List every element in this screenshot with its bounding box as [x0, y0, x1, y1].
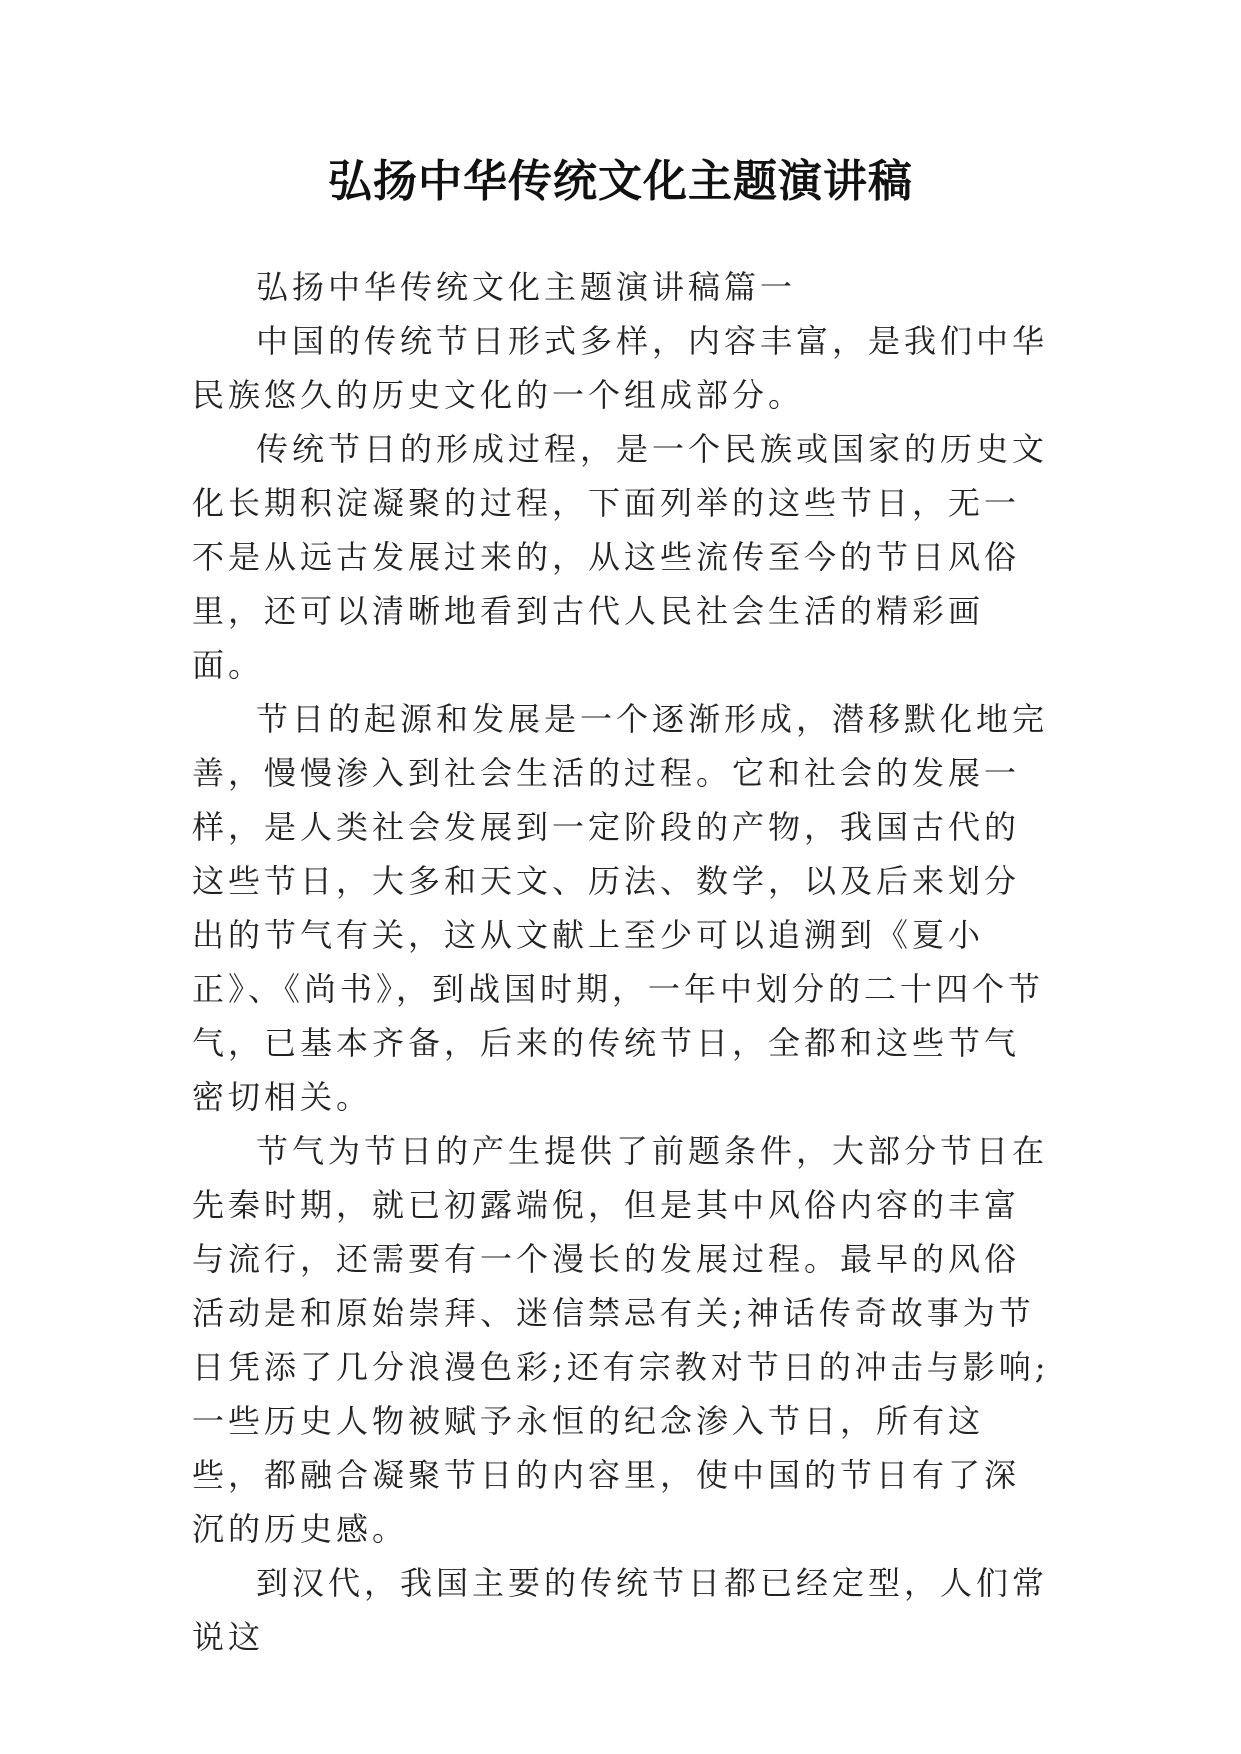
- section-heading: 弘扬中华传统文化主题演讲稿篇一: [256, 268, 797, 306]
- paragraph: 到汉代，我国主要的传统节日都已经定型，人们常说这: [192, 1564, 1049, 1656]
- paragraph: 节气为节日的产生提供了前题条件，大部分节日在先秦时期，就已初露端倪，但是其中风俗内容的丰富与流行，还需要有一个漫长的发展过程。最早的风俗活动是和原始崇拜、迷信禁忌有关;神话传奇故事为节日凭添了几分浪漫色彩;还有宗教对节日的冲击与影响;一些历史人物被赋予永恒的纪念渗入节日，所有这些，都融合凝聚节日的内容里，使中国的节日有了深沉的历史感。: [192, 1132, 1050, 1548]
- document-title: 弘扬中华传统文化主题演讲稿: [328, 156, 913, 207]
- paragraph: 中国的传统节日形式多样，内容丰富，是我们中华民族悠久的历史文化的一个组成部分。: [192, 322, 1049, 414]
- paragraph: 传统节日的形成过程，是一个民族或国家的历史文化长期积淀凝聚的过程，下面列举的这些节日，无一不是从远古发展过来的，从这些流传至今的节日风俗里，还可以清晰地看到古代人民社会生活的精彩画面。: [192, 430, 1049, 684]
- document-body: [192, 260, 1052, 1664]
- paragraph: 节日的起源和发展是一个逐渐形成，潜移默化地完善，慢慢渗入到社会生活的过程。它和社会的发展一样，是人类社会发展到一定阶段的产物，我国古代的这些节日，大多和天文、历法、数学，以及后来划分出的节气有关，这从文献上至少可以追溯到《夏小正》、《尚书》，到战国时期，一年中划分的二十四个节气，已基本齐备，后来的传统节日，全都和这些节气密切相关。: [192, 700, 1049, 1116]
